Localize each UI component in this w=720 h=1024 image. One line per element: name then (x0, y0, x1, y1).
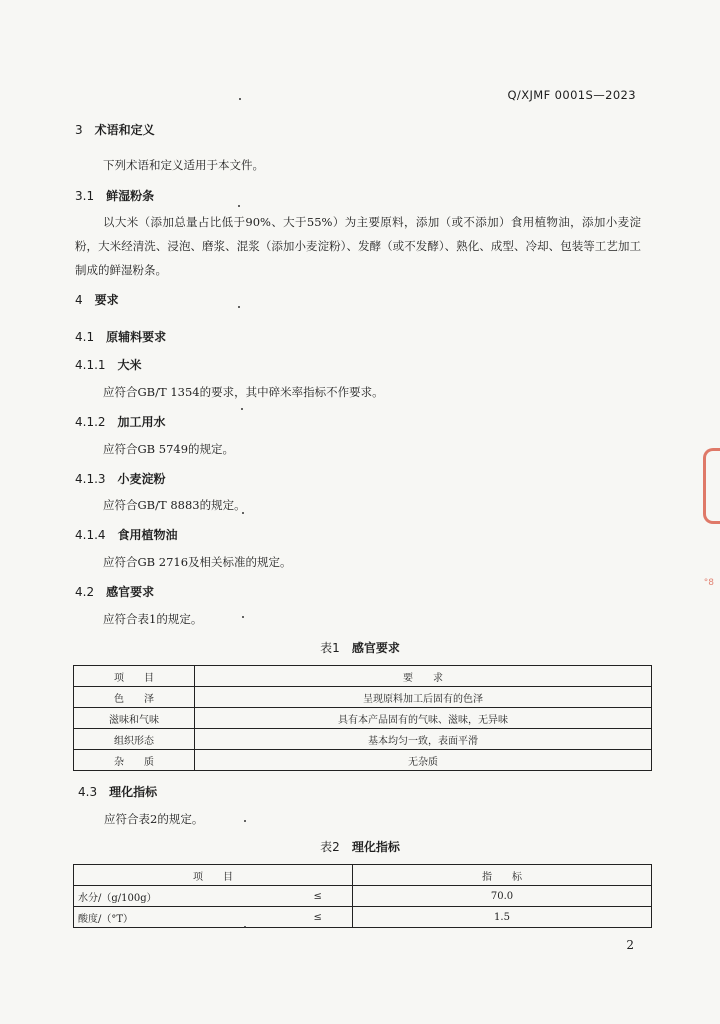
section-4-1-1-heading (75, 356, 142, 373)
scan-speck (239, 98, 241, 100)
table-2-caption (0, 838, 720, 855)
section-number: 4.1.4 (75, 528, 106, 542)
table-title: 感官要求 (351, 641, 400, 655)
item-cell: 酸度/（°T） (74, 907, 284, 928)
section-number: 3.1 (75, 189, 95, 203)
section-title: 要求 (94, 293, 119, 307)
section-4-2-heading (75, 583, 154, 600)
operator-cell: ≤ (284, 907, 353, 928)
section-4-2-text: 应符合表1的规定。 (103, 612, 203, 626)
document-code: Q/XJMF 0001S—2023 (507, 88, 636, 102)
table-row (74, 708, 652, 729)
section-title: 原辅料要求 (106, 330, 167, 344)
item-cell: 组织形态 (74, 729, 195, 750)
requirement-cell: 具有本产品固有的气味、滋味，无异味 (195, 708, 652, 729)
section-title: 术语和定义 (94, 123, 155, 137)
section-title: 食用植物油 (117, 528, 178, 542)
section-number: 4.1.3 (75, 472, 106, 486)
seal-mark-fragment: °8 (703, 578, 714, 588)
official-seal-fragment (703, 448, 720, 524)
item-cell: 色 泽 (74, 687, 195, 708)
section-4-1-3-heading (75, 470, 166, 487)
section-4-1-1-text: 应符合GB/T 1354的要求，其中碎米率指标不作要求。 (103, 385, 384, 399)
scan-speck (242, 616, 244, 618)
section-number: 4.3 (78, 785, 98, 799)
value-cell: 1.5 (353, 907, 652, 928)
section-number: 4.1 (75, 330, 95, 344)
section-4-1-2-heading (75, 413, 166, 430)
section-4-3-heading (78, 783, 157, 800)
requirement-cell: 呈现原料加工后固有的色泽 (195, 687, 652, 708)
scan-speck (241, 408, 243, 410)
section-4-heading (75, 291, 119, 308)
section-title: 鲜湿粉条 (106, 189, 155, 203)
value-cell: 70.0 (353, 886, 652, 907)
table-row (74, 729, 652, 750)
table-number: 表2 (320, 840, 340, 854)
section-4-1-4-heading (75, 526, 178, 543)
table-row (74, 886, 652, 907)
section-number: 4.1.1 (75, 358, 106, 372)
section-number: 4 (75, 293, 83, 307)
scan-speck (238, 205, 240, 207)
section-4-3-text: 应符合表2的规定。 (104, 812, 204, 826)
table-title: 理化指标 (351, 840, 400, 854)
item-cell: 滋味和气味 (74, 708, 195, 729)
item-cell: 杂 质 (74, 750, 195, 771)
section-4-1-heading (75, 328, 166, 345)
operator-cell: ≤ (284, 886, 353, 907)
table-row (74, 907, 652, 928)
section-title: 理化指标 (109, 785, 158, 799)
header-cell: 项 目 (74, 666, 195, 687)
table-number: 表1 (320, 641, 340, 655)
table-header-row (74, 865, 652, 886)
item-cell: 水分/（g/100g） (74, 886, 284, 907)
section-title: 大米 (117, 358, 142, 372)
requirement-cell: 无杂质 (195, 750, 652, 771)
scan-speck (244, 926, 246, 928)
table-header-row (74, 666, 652, 687)
section-title: 感官要求 (106, 585, 155, 599)
section-4-1-2-text: 应符合GB 5749的规定。 (103, 442, 235, 456)
section-number: 4.1.2 (75, 415, 106, 429)
requirement-cell: 基本均匀一致，表面平滑 (195, 729, 652, 750)
physicochemical-table (73, 864, 652, 928)
section-3-heading (75, 121, 155, 138)
header-cell: 指 标 (353, 865, 652, 886)
definition-paragraph: 以大米（添加总量占比低于90%、大于55%）为主要原料，添加（或不添加）食用植物油，添加小麦淀粉，大米经清洗、浸泡、磨浆、混浆（添加小麦淀粉）、发酵（或不发酵）、熟化、成型、冷却、包装等工艺加工制成的鲜湿粉条。 (75, 215, 641, 277)
section-number: 4.2 (75, 585, 95, 599)
section-4-1-3-text: 应符合GB/T 8883的规定。 (103, 498, 246, 512)
section-title: 加工用水 (117, 415, 166, 429)
scan-speck (238, 306, 240, 308)
table-row (74, 687, 652, 708)
scan-speck (242, 512, 244, 514)
page-number: 2 (626, 938, 634, 952)
section-number: 3 (75, 123, 83, 137)
table-row (74, 750, 652, 771)
table-1-caption (0, 639, 720, 656)
scan-speck (244, 820, 246, 822)
header-cell: 项 目 (74, 865, 353, 886)
section-3-intro: 下列术语和定义适用于本文件。 (103, 158, 264, 172)
header-cell: 要 求 (195, 666, 652, 687)
section-title: 小麦淀粉 (117, 472, 166, 486)
section-3-1-heading (75, 187, 154, 204)
section-4-1-4-text: 应符合GB 2716及相关标准的规定。 (103, 555, 292, 569)
sensory-requirements-table (73, 665, 652, 771)
